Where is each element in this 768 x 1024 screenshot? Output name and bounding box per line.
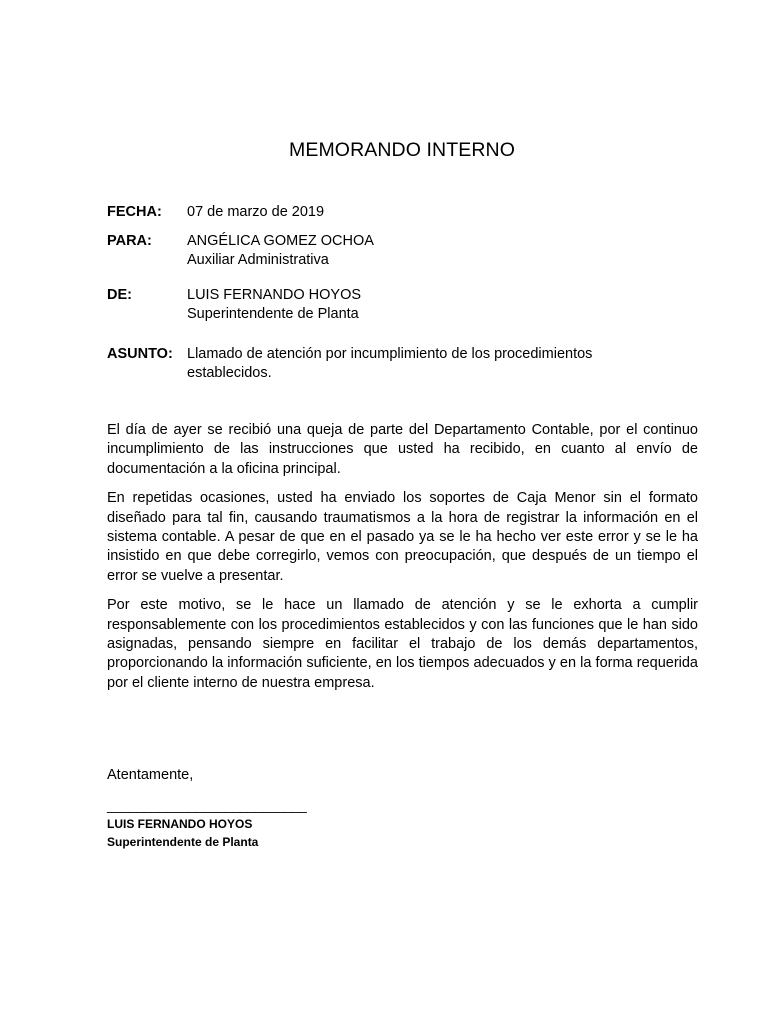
de-label: DE:	[107, 287, 132, 303]
memo-body	[107, 421, 698, 703]
signature-line: ___________________________	[107, 797, 307, 813]
para-name: ANGÉLICA GOMEZ OCHOA	[187, 233, 374, 249]
asunto-value	[187, 345, 707, 383]
de-value	[187, 286, 707, 324]
body-paragraph-3: Por este motivo, se le hace un llamado de atención y se le exhorta a cumplir responsablemente con los procedimientos establecidos y con las funciones que le han sido asignadas, pensando siempre en facilitar el trabajo de los demás departamentos, proporcionando la información suficiente, en los tiempos adecuados y en la forma requerida por el cliente interno de nuestra empresa.	[107, 597, 698, 691]
para-value	[187, 232, 707, 270]
signature-title: Superintendente de Planta	[107, 835, 259, 849]
body-paragraph-1: El día de ayer se recibió una queja de parte del Departamento Contable, por el continuo incumplimiento de las instrucciones que usted ha recibido, en cuanto al envío de documentación a la oficina principal.	[107, 422, 698, 477]
asunto-line-2: establecidos.	[187, 365, 272, 381]
asunto-line-1: Llamado de atención por incumplimiento de los procedimientos	[187, 346, 593, 362]
para-label: PARA:	[107, 233, 152, 249]
memo-title: MEMORANDO INTERNO	[289, 139, 515, 161]
de-role: Superintendente de Planta	[187, 306, 359, 322]
asunto-label: ASUNTO:	[107, 346, 173, 362]
para-role: Auxiliar Administrativa	[187, 252, 329, 268]
de-name: LUIS FERNANDO HOYOS	[187, 287, 362, 303]
fecha-label: FECHA:	[107, 204, 162, 220]
closing-text: Atentamente,	[107, 767, 194, 783]
fecha-date: 07 de marzo de 2019	[187, 204, 325, 220]
body-paragraph-2: En repetidas ocasiones, usted ha enviado los soportes de Caja Menor sin el formato diseñado para tal fin, causando traumatismos a la hora de registrar la información en el sistema contable. A pesar de que en el pasado ya se le ha hecho ver este error y se le ha insistido en que debe corregirlo, vemos con preocupación, que después de un tiempo el error se vuelve a presentar.	[107, 490, 698, 584]
signature-name: LUIS FERNANDO HOYOS	[107, 817, 253, 831]
fecha-value	[187, 203, 707, 222]
